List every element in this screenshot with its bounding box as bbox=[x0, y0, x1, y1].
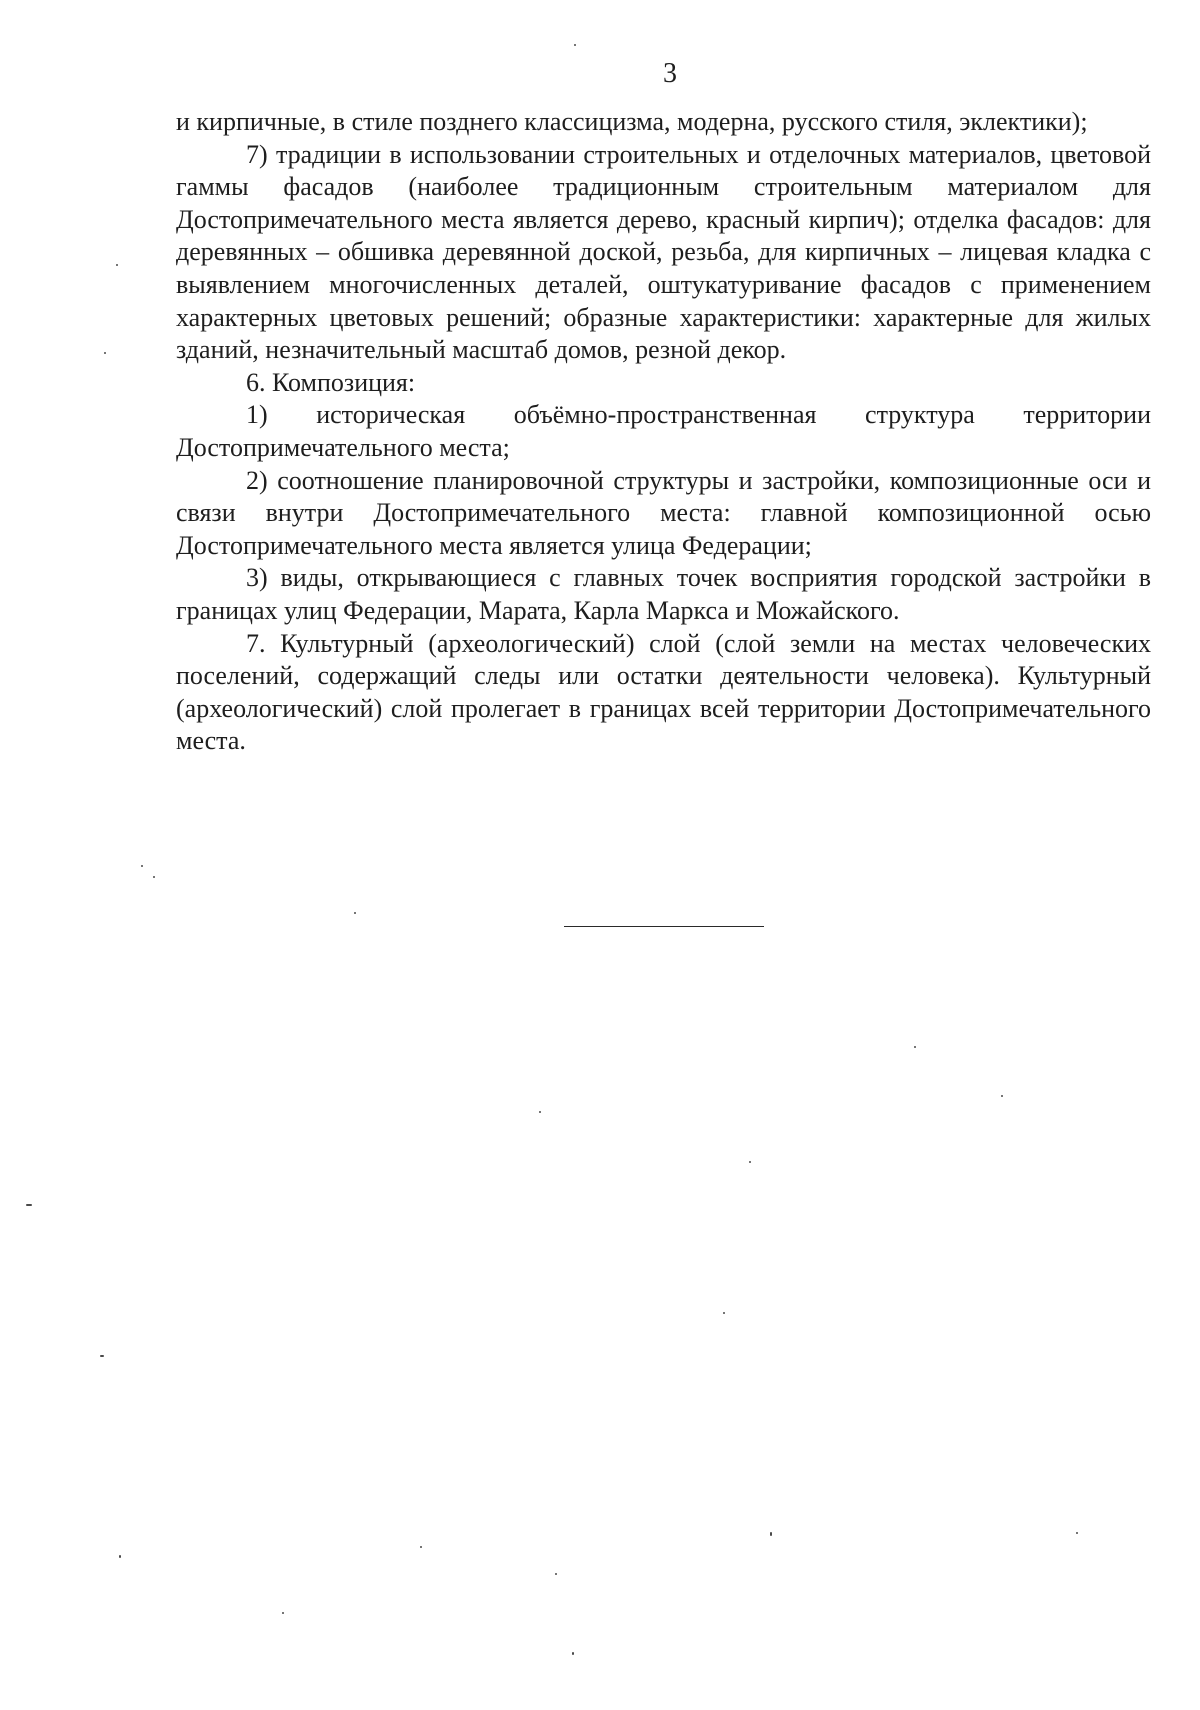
page-number: 3 bbox=[663, 58, 677, 89]
paragraph-item-7-traditions: 7) традиции в использовании строительных и отделочных материалов, цветовой гаммы фасадов (наиболее традиционным строительным материалом для Достопримечательного места является дерево, красный кирпич); отделка фасадов: для деревянных – обшивка деревянной доской, резьба, для кирпичных – лицевая кладка с выявлением многочисленных деталей, оштукатуривание фасадов с применением характерных цветовых решений; образные характеристики: характерные для жилых зданий, незначительный масштаб домов, резной декор. bbox=[176, 139, 1151, 365]
scan-speck bbox=[574, 44, 576, 46]
scan-speck bbox=[914, 1046, 916, 1048]
section-heading-composition: 6. Композиция: bbox=[246, 367, 416, 397]
scan-speck bbox=[104, 352, 106, 354]
scan-speck bbox=[116, 264, 118, 266]
paragraph-continuation: и кирпичные, в стиле позднего классицизма, модерна, русского стиля, эклектики); bbox=[176, 107, 1088, 136]
scan-speck bbox=[1001, 1095, 1003, 1097]
scan-speck bbox=[153, 876, 155, 878]
scan-speck bbox=[100, 1355, 104, 1357]
scan-speck bbox=[354, 912, 356, 914]
paragraph-item-1-structure: 1) историческая объёмно-пространственная структура территории Достопримечательного места; bbox=[176, 400, 1151, 462]
paragraph-cultural-layer: 7. Культурный (археологический) слой (слой земли на местах человеческих поселений, содержащий следы или остатки деятельности человека). Культурный (археологический) слой пролегает в границах всей территории Достопримечательного места. bbox=[176, 628, 1151, 756]
scan-speck bbox=[26, 1204, 32, 1206]
paragraph-item-3-views: 3) виды, открывающиеся с главных точек восприятия городской застройки в границах улиц Федерации, Марата, Карла Маркса и Можайского. bbox=[176, 563, 1151, 625]
scan-speck bbox=[282, 1612, 284, 1614]
scan-speck bbox=[723, 1312, 725, 1314]
scan-speck bbox=[141, 865, 143, 867]
paragraph-item-2-planning: 2) соотношение планировочной структуры и застройки, композиционные оси и связи внутри Достопримечательного места: главной композиционной осью Достопримечательного места является улица Федерации; bbox=[176, 465, 1151, 560]
scan-speck bbox=[749, 1161, 751, 1163]
end-separator-line bbox=[564, 926, 764, 927]
scan-speck bbox=[555, 1573, 557, 1575]
scan-speck bbox=[572, 1652, 574, 1655]
scan-speck bbox=[420, 1546, 422, 1548]
scan-speck bbox=[770, 1532, 772, 1536]
scan-speck bbox=[1076, 1532, 1078, 1534]
scan-speck bbox=[119, 1555, 121, 1558]
scan-speck bbox=[539, 1111, 541, 1113]
document-body bbox=[176, 106, 1151, 758]
